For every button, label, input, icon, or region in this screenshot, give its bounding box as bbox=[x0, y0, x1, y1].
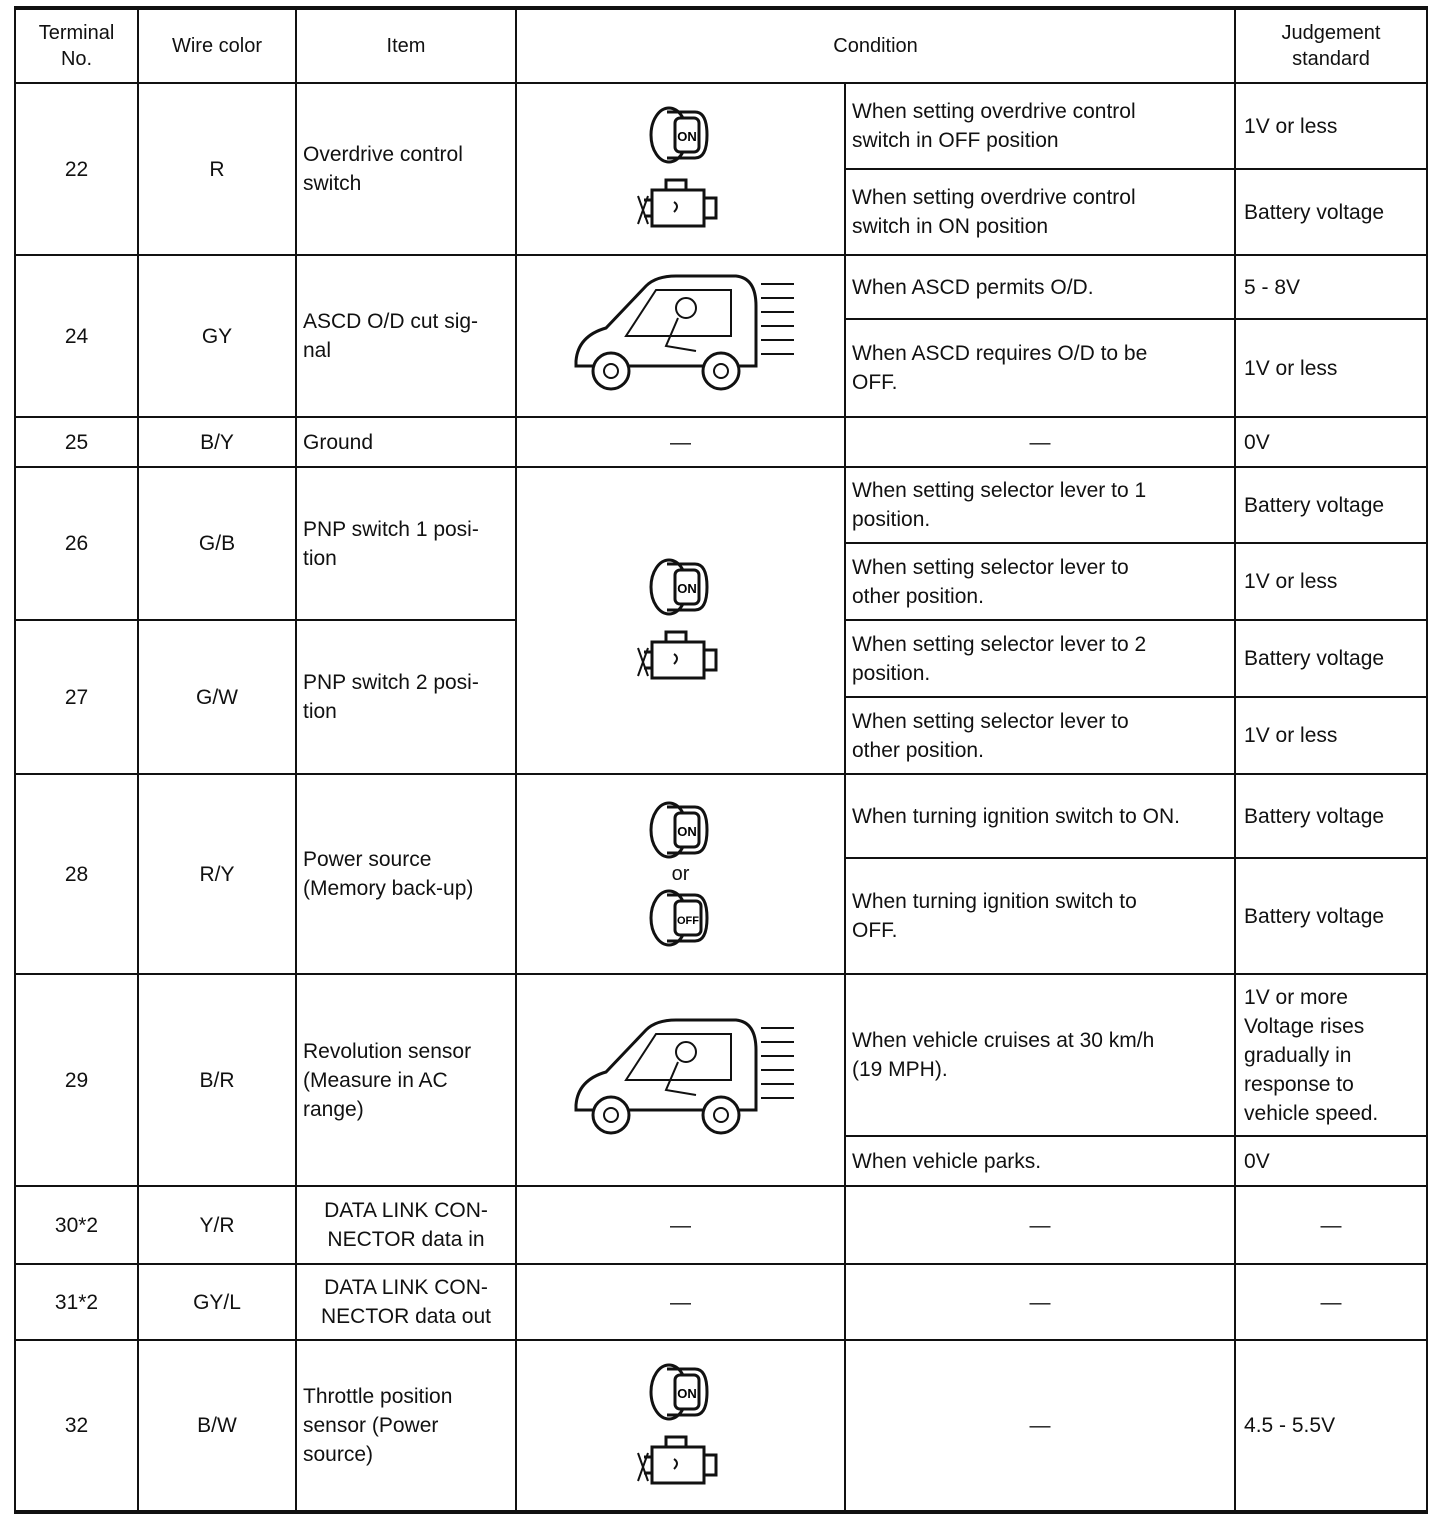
terminal-cell: 26 bbox=[15, 467, 138, 620]
ignition-key-on-icon bbox=[645, 104, 717, 166]
table-row bbox=[15, 255, 1427, 319]
condition-text-cell: When ASCD requires O/D to be OFF. bbox=[845, 319, 1235, 417]
judgement-cell: Battery voltage bbox=[1235, 620, 1427, 697]
wire-color-cell: R bbox=[138, 83, 296, 255]
judgement-cell: — bbox=[1235, 1186, 1427, 1264]
table-row bbox=[15, 1340, 1427, 1512]
header-row bbox=[15, 8, 1427, 83]
item-cell: Overdrive control switch bbox=[296, 83, 516, 255]
condition-text-cell: — bbox=[845, 1264, 1235, 1340]
wire-color-cell: GY bbox=[138, 255, 296, 417]
condition-text-cell: When setting overdrive control switch in OFF position bbox=[845, 83, 1235, 169]
condition-text-cell: When turning ignition switch to ON. bbox=[845, 774, 1235, 858]
item-cell: DATA LINK CON- NECTOR data in bbox=[296, 1186, 516, 1264]
judgement-cell: 1V or less bbox=[1235, 319, 1427, 417]
ignition-key-on-icon bbox=[645, 799, 717, 861]
table-row bbox=[15, 417, 1427, 467]
key-on-label: ON bbox=[676, 129, 697, 144]
terminal-table-page bbox=[14, 6, 1426, 1524]
item-cell: ASCD O/D cut sig- nal bbox=[296, 255, 516, 417]
header-condition: Condition bbox=[516, 8, 1235, 83]
judgement-cell: 1V or more Voltage rises gradually in response to vehicle speed. bbox=[1235, 974, 1427, 1136]
wire-color-cell: B/R bbox=[138, 974, 296, 1186]
terminal-cell: 30*2 bbox=[15, 1186, 138, 1264]
terminal-cell: 31*2 bbox=[15, 1264, 138, 1340]
wire-color-cell: GY/L bbox=[138, 1264, 296, 1340]
condition-text-cell: When setting overdrive control switch in ON position bbox=[845, 169, 1235, 255]
judgement-cell: Battery voltage bbox=[1235, 858, 1427, 974]
terminal-cell: 24 bbox=[15, 255, 138, 417]
item-cell: PNP switch 1 posi- tion bbox=[296, 467, 516, 620]
condition-text-cell: When setting selector lever to other position. bbox=[845, 697, 1235, 774]
judgement-cell: 4.5 - 5.5V bbox=[1235, 1340, 1427, 1512]
condition-text-cell: — bbox=[845, 1186, 1235, 1264]
condition-icon-cell: — bbox=[516, 417, 845, 467]
wire-color-cell: G/B bbox=[138, 467, 296, 620]
judgement-cell: 1V or less bbox=[1235, 543, 1427, 620]
terminal-table bbox=[14, 6, 1428, 1514]
wire-color-cell: B/Y bbox=[138, 417, 296, 467]
header-judgement: Judgement standard bbox=[1235, 8, 1427, 83]
table-row bbox=[15, 467, 1427, 543]
key-on-label: ON bbox=[676, 580, 697, 596]
header-terminal: Terminal No. bbox=[15, 8, 138, 83]
key-off-label: OFF bbox=[676, 915, 699, 927]
judgement-cell: — bbox=[1235, 1264, 1427, 1340]
vehicle-driving-icon bbox=[566, 1010, 796, 1150]
wire-color-cell: G/W bbox=[138, 620, 296, 774]
terminal-cell: 27 bbox=[15, 620, 138, 774]
judgement-cell: 0V bbox=[1235, 1136, 1427, 1186]
table-row bbox=[15, 83, 1427, 169]
judgement-cell: Battery voltage bbox=[1235, 774, 1427, 858]
condition-icon-cell bbox=[516, 255, 845, 417]
item-cell: Throttle position sensor (Power source) bbox=[296, 1340, 516, 1512]
judgement-cell: 0V bbox=[1235, 417, 1427, 467]
header-wire-color: Wire color bbox=[138, 8, 296, 83]
condition-text-cell: When vehicle parks. bbox=[845, 1136, 1235, 1186]
table-row bbox=[15, 974, 1427, 1136]
condition-text-cell: — bbox=[845, 1340, 1235, 1512]
condition-text-cell: When ASCD permits O/D. bbox=[845, 255, 1235, 319]
condition-text-cell: When setting selector lever to other position. bbox=[845, 543, 1235, 620]
judgement-cell: Battery voltage bbox=[1235, 467, 1427, 543]
condition-icon-cell: — bbox=[516, 1186, 845, 1264]
engine-running-icon bbox=[636, 172, 726, 234]
condition-icon-cell bbox=[516, 83, 845, 255]
terminal-cell: 22 bbox=[15, 83, 138, 255]
key-on-label: ON bbox=[676, 1385, 697, 1401]
table-row bbox=[15, 774, 1427, 858]
judgement-cell: 1V or less bbox=[1235, 697, 1427, 774]
ignition-key-on-icon bbox=[645, 556, 717, 618]
item-cell: DATA LINK CON- NECTOR data out bbox=[296, 1264, 516, 1340]
engine-running-icon bbox=[636, 1429, 726, 1491]
condition-text-cell: When vehicle cruises at 30 km/h (19 MPH). bbox=[845, 974, 1235, 1136]
condition-icon-cell: — bbox=[516, 1264, 845, 1340]
ignition-key-off-icon bbox=[645, 887, 717, 949]
judgement-cell: Battery voltage bbox=[1235, 169, 1427, 255]
wire-color-cell: Y/R bbox=[138, 1186, 296, 1264]
table-row bbox=[15, 1264, 1427, 1340]
header-item: Item bbox=[296, 8, 516, 83]
terminal-cell: 28 bbox=[15, 774, 138, 974]
vehicle-driving-icon bbox=[566, 266, 796, 406]
condition-text-cell: When turning ignition switch to OFF. bbox=[845, 858, 1235, 974]
ignition-key-on-icon bbox=[645, 1361, 717, 1423]
condition-icon-cell bbox=[516, 974, 845, 1186]
judgement-cell: 5 - 8V bbox=[1235, 255, 1427, 319]
engine-running-icon bbox=[636, 624, 726, 686]
terminal-cell: 29 bbox=[15, 974, 138, 1186]
condition-icon-cell bbox=[516, 467, 845, 774]
condition-icon-cell bbox=[516, 1340, 845, 1512]
judgement-cell: 1V or less bbox=[1235, 83, 1427, 169]
item-cell: Revolution sensor (Measure in AC range) bbox=[296, 974, 516, 1186]
wire-color-cell: R/Y bbox=[138, 774, 296, 974]
item-cell: PNP switch 2 posi- tion bbox=[296, 620, 516, 774]
key-on-label: ON bbox=[676, 824, 697, 839]
or-label: or bbox=[671, 863, 690, 885]
condition-icon-cell bbox=[516, 774, 845, 974]
item-cell: Ground bbox=[296, 417, 516, 467]
condition-text-cell: When setting selector lever to 2 position. bbox=[845, 620, 1235, 697]
condition-text-cell: When setting selector lever to 1 position. bbox=[845, 467, 1235, 543]
item-cell: Power source (Memory back-up) bbox=[296, 774, 516, 974]
terminal-cell: 32 bbox=[15, 1340, 138, 1512]
table-row bbox=[15, 1186, 1427, 1264]
terminal-cell: 25 bbox=[15, 417, 138, 467]
wire-color-cell: B/W bbox=[138, 1340, 296, 1512]
condition-text-cell: — bbox=[845, 417, 1235, 467]
